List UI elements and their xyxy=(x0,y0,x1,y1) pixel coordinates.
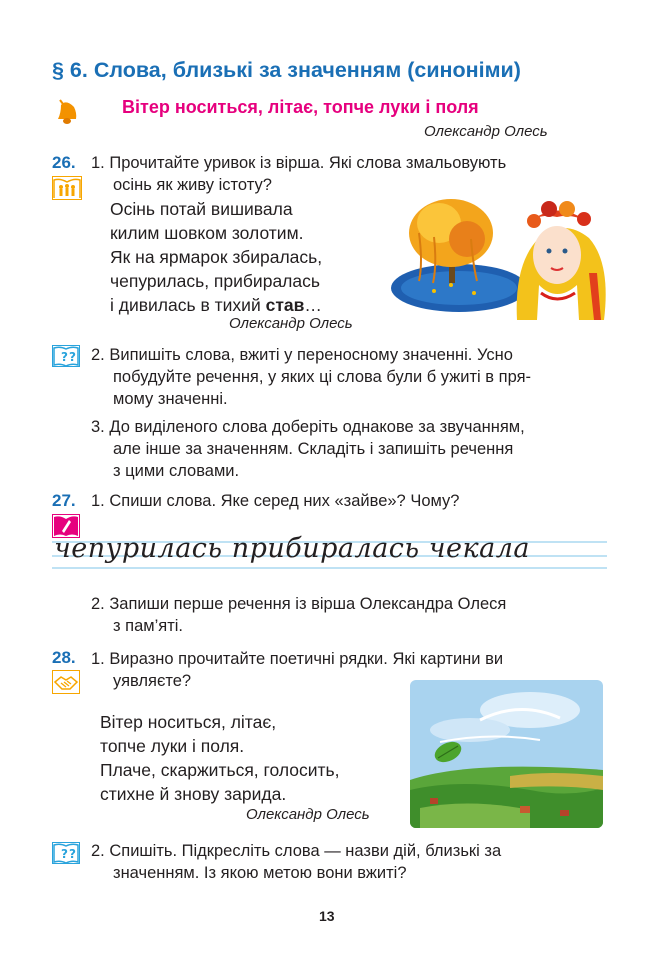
epigraph: Вітер носиться, літає, топче луки і поля xyxy=(122,97,479,117)
ex26-author: Олександр Олесь xyxy=(229,315,353,332)
bell-icon xyxy=(52,96,82,126)
svg-text:?: ? xyxy=(69,847,76,861)
page-number: 13 xyxy=(319,908,335,924)
ex27-task1: 1. Спиши слова. Яке серед них «зайве»? Чому? xyxy=(91,492,460,510)
highlighted-word: став xyxy=(265,295,305,315)
ex28-task1: 1. Виразно прочитайте поетичні рядки. Які картини ви уявляєте? xyxy=(91,650,504,690)
handshake-icon xyxy=(52,670,80,694)
page-title: § 6. Слова, близькі за значенням (синоніми) xyxy=(52,58,521,82)
svg-text:?: ? xyxy=(61,350,68,364)
ex26-poem: Осінь потай вишивала килим шовком золотим. Як на ярмарок збиралась, чепурилась, прибиралась і дивилась в тихий став… xyxy=(110,199,323,315)
notebook-question-icon xyxy=(52,345,80,367)
ex28-task2: 2. Спишіть. Підкресліть слова — назви дій, близькі за значенням. Із якою метою вони вжиті? xyxy=(91,842,502,882)
svg-text:?: ? xyxy=(61,847,68,861)
exercise-number: 26. xyxy=(52,153,76,172)
ex26-task3: 3. До виділеного слова доберіть однакове за звучанням, але інше за значенням. Складіть і запишіть речення з цими словами. xyxy=(91,418,525,480)
svg-text:?: ? xyxy=(69,350,76,364)
epigraph-author: Олександр Олесь xyxy=(424,123,548,140)
windy-field-illustration xyxy=(410,680,603,828)
reading-group-icon xyxy=(52,176,82,200)
exercise-number: 28. xyxy=(52,648,76,667)
autumn-illustration xyxy=(389,193,611,320)
exercise-number: 27. xyxy=(52,491,76,510)
ex26-task2: 2. Випишіть слова, вжиті у переносному значенні. Усно побудуйте речення, у яких ці слова були б ужиті в пря- мому значенні. xyxy=(91,346,531,408)
ex28-poem: Вітер носиться, літає, топче луки і поля. Плаче, скаржиться, голосить, стихне й знову зарида. xyxy=(100,712,340,804)
notebook-question-icon xyxy=(52,842,80,864)
ex28-author: Олександр Олесь xyxy=(246,806,370,823)
cursive-words: чепурилась прибиралась чекала xyxy=(54,533,530,564)
ex26-task1: 1. Прочитайте уривок із вірша. Які слова змальовують осінь як живу істоту? xyxy=(91,154,507,194)
ex27-task2: 2. Запиши перше речення із вірша Олександра Олеся з пам’яті. xyxy=(91,595,507,635)
